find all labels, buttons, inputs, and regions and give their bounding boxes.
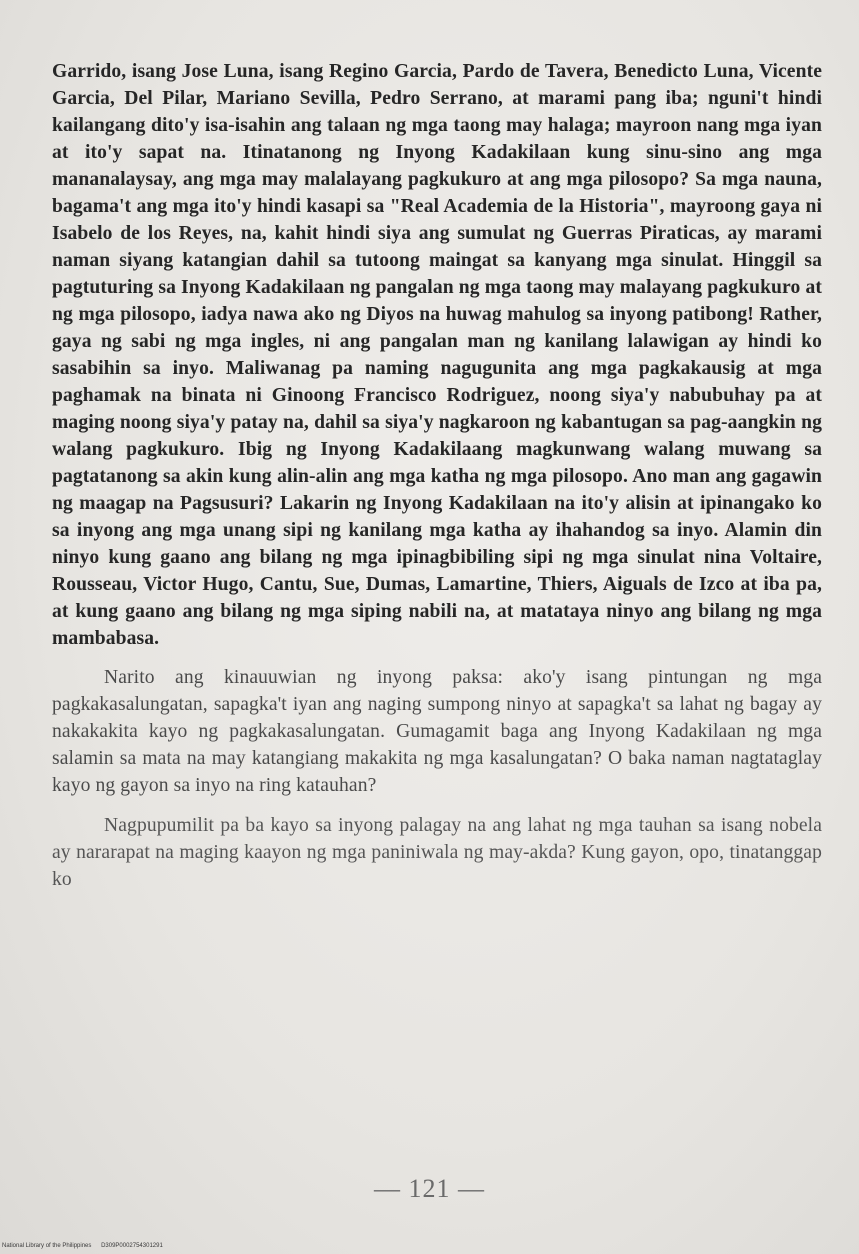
- paragraph-1: Garrido, isang Jose Luna, isang Regino Garcia, Pardo de Tavera, Benedicto Luna, Vicente Garcia, Del Pilar, Mariano Sevilla, Pedro Serrano, at marami pang iba; nguni't hindi kailangang dito'y isa-isahin ang talaan ng mga taong may halaga; mayroon nang mga iyan at ito'y sapat na. Itinatanong ng Inyong Kadakilaan kung sinu-sino ang mga mananalaysay, ang mga may malalayang pagkukuro at ang mga pilosopo? Sa mga nauna, bagama't ang mga ito'y hindi kasapi sa "Real Academia de la Historia", mayroong gaya ni Isabelo de los Reyes, na, kahit hindi siya ang sumulat ng Guerras Piraticas, ay marami naman siyang katangian dahil sa tutoong maingat sa kanyang mga sinulat. Hinggil sa pagtuturing sa Inyong Kadakilaan ng pangalan ng mga taong may malayang pagkukuro at ng mga pilosopo, iadya nawa ako ng Diyos na huwag mahulog sa inyong patibong! Rather, gaya ng sabi ng mga ingles, ni ang pangalan man ng kanilang lalawigan ay hindi ko sasabihin sa inyo. Maliwanag pa naming nagugunita ang mga pagkakausig at mga paghamak na binata ni Ginoong Francisco Rodriguez, noong siya'y nabubuhay pa at maging noong siya'y patay na, dahil sa siya'y nagkaroon ng kabantugan sa pag-aangkin ng walang pagkukuro. Ibig ng Inyong Kadakilaang magkunwang walang muwang sa pagtatanong sa akin kung alin-alin ang mga katha ng mga pilosopo. Ano man ang gagawin ng maagap na Pagsusuri? Lakarin ng Inyong Kadakilaan na ito'y alisin at ipinangako ko sa inyong ang mga unang sipi ng kanilang mga katha ay ihahandog sa inyo. Alamin din ninyo kung gaano ang bilang ng mga ipinagbibiling sipi ng mga sinulat nina Voltaire, Rousseau, Victor Hugo, Cantu, Sue, Dumas, Lamartine, Thiers, Aiguals de Izco at iba pa, at kung gaano ang bilang ng mga siping nabili na, at matataya ninyo ang bilang ng mga mambabasa.: [52, 61, 822, 649]
- paragraph-spacer: [52, 652, 822, 664]
- paragraph-3: Nagpupumilit pa ba kayo sa inyong palagay na ang lahat ng mga tauhan sa isang nobela ay nararapat na maging kaayon ng mga paniniwala ng may-akda? Kung gayon, opo, tinatanggap ko: [52, 815, 822, 890]
- library-name: National Library of the Philippines: [2, 1243, 92, 1249]
- paragraph-2: Narito ang kinauuwian ng inyong paksa: ako'y isang pintungan ng mga pagkakasalungatan, sapagka't iyan ang naging sumpong ninyo at sapagka't sa lahat ng bagay ay nakakakita kayo ng pagkakasalungatan. Gumagamit baga ang Inyong Kadakilaan ng mga salamin sa mata na may katangiang makakita ng mga kasalungatan? O baka naman nagtataglay kayo ng gayon sa inyo na ring katauhan?: [52, 667, 822, 796]
- body-text: [52, 58, 822, 893]
- scan-footer: [2, 1243, 171, 1249]
- page-number: — 121 —: [374, 1174, 485, 1203]
- scan-code: D309P0002754301291: [101, 1243, 163, 1249]
- paragraph-spacer: [52, 799, 822, 812]
